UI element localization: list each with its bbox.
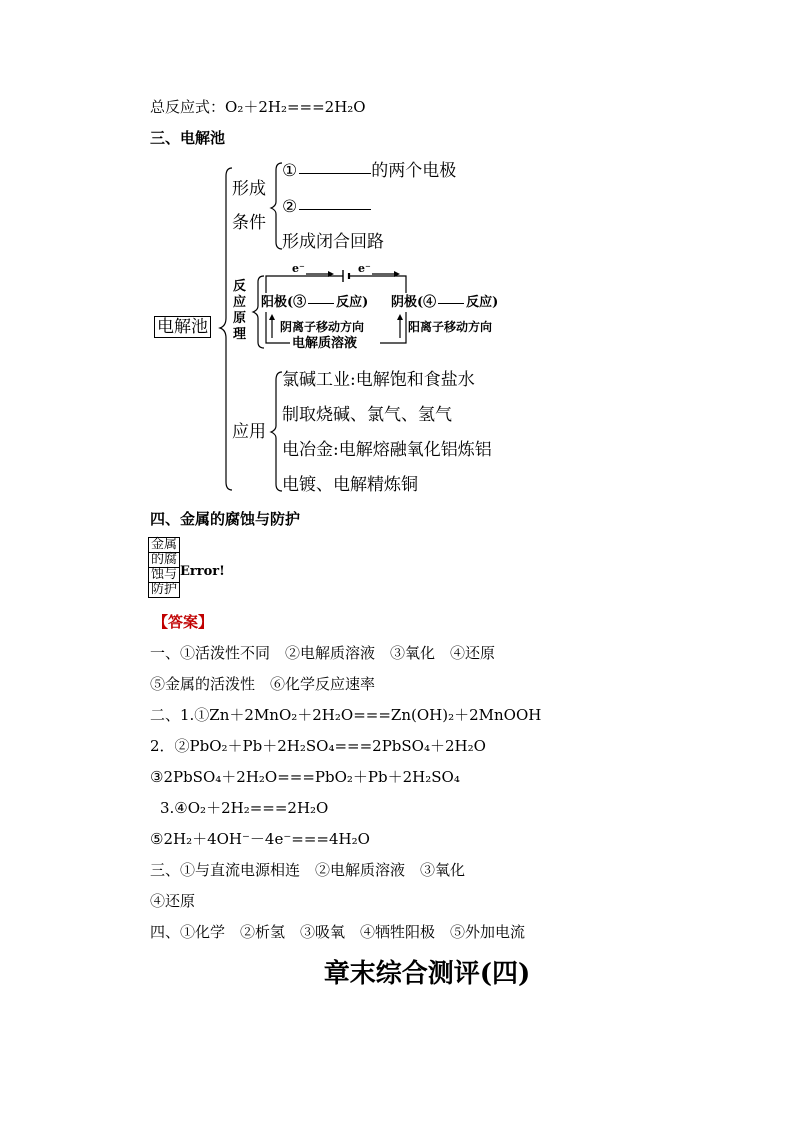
answer-line-7: ⑤2H₂＋4OH⁻－4e⁻===4H₂O: [150, 830, 370, 848]
formation-item2: [282, 197, 371, 217]
corrosion-box: [148, 537, 180, 598]
cathode-suffix: 反应): [466, 295, 499, 310]
formation-item3: 形成闭合回路: [282, 232, 384, 252]
corrosion-box-cell-4: 防护: [150, 582, 177, 597]
formation-item1-num: ①: [282, 161, 298, 181]
answer-line-1: 一、①活泼性不同 ②电解质溶液 ③氧化 ④还原: [150, 644, 496, 662]
answer-line-4: 2．②PbO₂＋Pb＋2H₂SO₄===2PbSO₄＋2H₂O: [150, 737, 486, 755]
application-item-4: 电镀、电解精炼铜: [282, 475, 418, 495]
application-label: 应用: [232, 422, 266, 442]
electrolyte-label: 电解质溶液: [292, 336, 358, 351]
formation-label-line1: 形成: [232, 179, 266, 199]
total-reaction-equation: O₂＋2H₂===2H₂O: [225, 98, 366, 116]
formation-item2-num: ②: [282, 197, 298, 217]
electron-label-left: e⁻: [292, 262, 305, 275]
section4-heading: 四、金属的腐蚀与防护: [150, 510, 301, 528]
answer-line-3: 二、1.①Zn＋2MnO₂＋2H₂O===Zn(OH)₂＋2MnOOH: [150, 706, 542, 724]
anode-label: [261, 295, 368, 311]
cathode-text: 阴极(④: [391, 295, 437, 310]
answer-line-9: ④还原: [150, 892, 196, 910]
anode-text: 阳极(③: [261, 295, 307, 310]
formation-item1: [282, 161, 456, 181]
answer-line-10: 四、①化学 ②析氢 ③吸氧 ④牺牲阳极 ⑤外加电流: [150, 923, 526, 941]
application-item-2: 制取烧碱、氯气、氢气: [282, 405, 452, 425]
principle-label-4: 理: [233, 327, 247, 342]
anode-suffix: 反应): [336, 295, 369, 310]
principle-label-2: 应: [233, 295, 247, 310]
principle-label-1: 反: [233, 279, 247, 294]
total-reaction-label: 总反应式：: [150, 98, 226, 116]
electron-label-right: e⁻: [358, 262, 371, 275]
formation-item1-suffix: 的两个电极: [371, 161, 457, 181]
answer-line-5: ③2PbSO₄＋2H₂O===PbO₂＋Pb＋2H₂SO₄: [150, 768, 460, 786]
corrosion-box-cell-2: 的腐: [150, 552, 177, 567]
cathode-blank: [438, 302, 464, 304]
anode-blank: [308, 302, 334, 304]
electrolysis-cell-root: 电解池: [154, 316, 211, 338]
answer-line-2: ⑤金属的活泼性 ⑥化学反应速率: [150, 675, 376, 693]
anion-move-label: 阴离子移动方向: [280, 320, 365, 334]
error-text: Error!: [180, 564, 225, 579]
chapter-title: 章末综合测评(四): [323, 959, 531, 989]
formation-item1-blank: [299, 172, 371, 174]
application-item-3: 电冶金:电解熔融氧化铝炼铝: [282, 440, 492, 460]
corrosion-box-cell-1: 金属: [150, 537, 177, 552]
answer-line-8: 三、①与直流电源相连 ②电解质溶液 ③氧化: [150, 861, 466, 879]
cation-move-label: 阳离子移动方向: [408, 320, 493, 334]
section3-heading: 三、电解池: [150, 129, 226, 147]
application-item-1: 氯碱工业:电解饱和食盐水: [282, 370, 475, 390]
answers-heading: 【答案】: [153, 613, 214, 631]
answer-line-6: 3.④O₂＋2H₂===2H₂O: [160, 799, 329, 817]
principle-label-3: 原: [233, 311, 247, 326]
formation-item2-blank: [299, 208, 371, 210]
formation-label-line2: 条件: [232, 213, 266, 233]
corrosion-box-cell-3: 蚀与: [150, 567, 177, 582]
cathode-label: [391, 295, 498, 311]
